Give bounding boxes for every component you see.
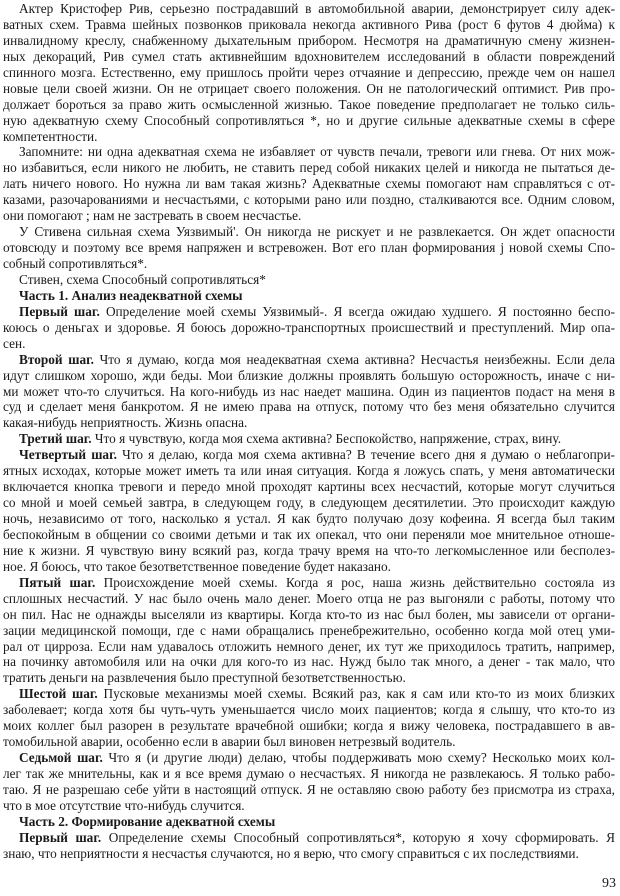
- line-text: должает бороться за право жить осмысленной жизнью. Такое поведение предполагает не только силь-: [3, 96, 615, 112]
- text-line: [3, 623, 615, 639]
- line-text: таю. Я не разрешаю себе уйти в настоящий отпуск. Я не оставляю свою работу без присмотра из страха,: [3, 781, 615, 797]
- document-body: [3, 1, 615, 862]
- line-text: Определение схемы Способный сопротивляться*, которую я хочу сформировать. Я: [101, 829, 615, 845]
- text-line: [3, 543, 615, 559]
- line-text: Пусковые механизмы моей схемы. Всякий раз, как я сам или кто-то из моих близких: [97, 686, 616, 702]
- text-line: [3, 750, 615, 766]
- line-text: инвалидному креслу, снабженному дыхательным прибором. Несмотря на драматичную смену жизнен-: [3, 32, 615, 48]
- text-line: [3, 224, 615, 240]
- line-text: Стивен, схема Способный сопротивляться*: [19, 271, 266, 287]
- line-text: ние к жизни. Я чувствую вину всякий раз, когда трачу время на что-то легкомысленное или бесполез-: [3, 542, 615, 558]
- line-text: компетентности.: [3, 128, 98, 144]
- text-line: [3, 670, 615, 686]
- text-line: [3, 511, 615, 527]
- line-text: Актер Кристофер Рив, серьезно пострадавший в автомобильной аварии, демонстрирует силу адек-: [19, 1, 615, 16]
- line-text: ную адекватную схему Способный сопротивляться *, но и другие сильные адекватные схемы в сфере: [3, 112, 615, 128]
- paragraph: [3, 686, 615, 750]
- page-number: 93: [602, 876, 616, 891]
- bold-lead: Пятый шаг.: [19, 574, 96, 590]
- bold-lead: Первый шаг.: [19, 829, 102, 845]
- line-text: Происхождение моей схемы. Когда я рос, наша жизнь действительно состояла из: [95, 574, 615, 590]
- line-text: собный сопротивляться*.: [3, 256, 148, 271]
- paragraph: [3, 750, 615, 814]
- bold-lead: Часть 1. Анализ неадекватной схемы: [19, 287, 243, 303]
- text-line: [3, 718, 615, 734]
- paragraph: [3, 224, 615, 272]
- text-line: [3, 639, 615, 655]
- line-text: томобильной аварии, особенно если в аварии был виновен нетрезвый водитель.: [3, 734, 456, 750]
- text-line: [3, 463, 615, 479]
- bold-lead: Второй шаг.: [19, 351, 94, 367]
- line-text: Что я делаю, когда моя схема активна? В течение всего дня я думаю о неблагопри-: [116, 447, 615, 463]
- text-line: [3, 607, 615, 623]
- text-line: [3, 81, 615, 97]
- text-line: [3, 830, 615, 846]
- text-line: [3, 33, 615, 49]
- text-line: [3, 399, 615, 415]
- line-text: лег так же мнительны, как и я все время думаю о несчастьях. Я никогда не развлекаюсь. Я только рабо-: [3, 766, 615, 781]
- section-heading: [3, 288, 615, 304]
- line-text: идут слишком хорошо, жди беды. Мои близкие должны проявлять большую осторожность, иначе с ни-: [3, 367, 615, 383]
- paragraph: [3, 352, 615, 432]
- text-line: [3, 686, 615, 702]
- text-line: [3, 176, 615, 192]
- line-text: коюсь о деньгах и здоровье. Я боюсь дорожно-транспортных происшествий и преступлений. Мир опа-: [3, 319, 615, 335]
- line-text: он пил. Нас не однажды выселяли из квартиры. Когда кто-то из нас был болен, мы зависели от органи-: [3, 606, 615, 622]
- line-text: Что я думаю, когда моя неадекватная схема активна? Несчастья неизбежны. Если дела: [93, 351, 616, 367]
- text-line: [3, 782, 615, 798]
- bold-lead: Третий шаг.: [19, 431, 92, 447]
- text-line: [3, 288, 615, 304]
- text-line: [3, 97, 615, 113]
- line-text: ное. Я боюсь, что такое безответственное поведение будет наказано.: [3, 558, 392, 574]
- paragraph: [3, 272, 615, 288]
- text-line: [3, 384, 615, 400]
- text-line: [3, 846, 615, 862]
- line-text: сен.: [3, 335, 26, 351]
- text-line: [3, 702, 615, 718]
- line-text: со мной и моей семьей завтра, в следующем году, в следующем десятилетии. Это происходит каждую: [3, 495, 615, 511]
- line-text: ми может что-то случиться. На кого-нибудь из нас наедет машина. Один из пациентов подаст на меня в: [3, 383, 615, 399]
- section-heading: [3, 814, 615, 830]
- paragraph: [3, 1, 615, 144]
- text-line: [3, 479, 615, 495]
- bold-lead: Часть 2. Формирование адекватной схемы: [19, 813, 276, 829]
- paragraph: [3, 304, 615, 352]
- text-line: [3, 208, 615, 224]
- text-line: [3, 256, 615, 272]
- line-text: спинного мозга. Естественно, ему пришлось пройти через отчаяние и депрессию, прежде чем он нашел: [3, 64, 615, 80]
- bold-lead: Шестой шаг.: [19, 686, 98, 702]
- text-line: [3, 352, 615, 368]
- line-text: на починку автомобиля или на очки для кого-то из нас. Нужд было так много, а денег - так мало, что: [3, 654, 615, 670]
- bold-lead: Четвертый шаг.: [19, 447, 117, 463]
- line-text: суд и сделает меня банкротом. Я не имею права на отпуск, потому что без меня обязательно случится: [3, 399, 615, 415]
- text-line: [3, 336, 615, 352]
- line-text: зации медицинской помощи, где с нами обращались пренебрежительно, особенно когда мой отец уми-: [3, 622, 615, 638]
- paragraph: [3, 144, 615, 224]
- line-text: казами, разочарованиями и несчастьями, с которыми рано или поздно, сталкиваются все. Одним словом,: [3, 192, 615, 208]
- text-line: [3, 527, 615, 543]
- text-line: [3, 734, 615, 750]
- line-text: отовсюду и поэтому все время напряжен и встревожен. Вот его план формирования j новой схемы Спо-: [3, 240, 615, 256]
- text-line: [3, 575, 615, 591]
- text-line: [3, 144, 615, 160]
- line-text: Запомните: ни одна адекватная схема не избавляет от чувств печали, тревоги или гнева. От них мож-: [19, 144, 615, 160]
- text-line: [3, 431, 615, 447]
- text-line: [3, 798, 615, 814]
- line-text: ватных схем. Травма шейных позвонков приковала некогда активного Рива (рост 6 футов 4 дюйма) к: [3, 16, 615, 32]
- paragraph: [3, 447, 615, 575]
- text-line: [3, 17, 615, 33]
- text-line: [3, 160, 615, 176]
- line-text: какая-нибудь неприятность. Жизнь опасна.: [3, 415, 248, 431]
- line-text: они помогают ; нам не застревать в своем несчастье.: [3, 208, 302, 224]
- line-text: ночь, независимо от того, насколько я устал. Я как будто получаю дозу кофеина. Я всегда был таким: [3, 511, 615, 526]
- text-line: [3, 591, 615, 607]
- line-text: Что я (и другие люди) делаю, чтобы поддерживать мою схему? Несколько моих кол-: [102, 750, 615, 766]
- line-text: заболевает; когда хотя бы чуть-чуть уменьшается число моих пациентов; когда я слышу, что кто-то из: [3, 702, 615, 718]
- text-line: [3, 766, 615, 782]
- line-text: ятных исходах, которые может иметь та или иная ситуация. Когда я ложусь спать, у меня автоматически: [3, 463, 615, 479]
- line-text: ных декораций, Рив сумел стать активнейшим вдохновителем исследований в области повреждений: [3, 48, 615, 64]
- text-line: [3, 559, 615, 575]
- paragraph: [3, 575, 615, 687]
- line-text: лать ничего нового. Но нужна ли вам такая жизнь? Адекватные схемы помогают нам справляться с от-: [3, 176, 615, 192]
- text-line: [3, 447, 615, 463]
- line-text: включается кнопка тревоги и передо мной проходят картины всех несчастий, которые могут случиться: [3, 479, 615, 495]
- line-text: что в мое отсутствие что-нибудь случится.: [3, 797, 245, 813]
- text-line: [3, 1, 615, 17]
- text-line: [3, 415, 615, 431]
- line-text: новые цели своей жизни. Он не отрицает своего положения. Он не патологический оптимист. Рив про-: [3, 80, 615, 96]
- text-line: [3, 113, 615, 129]
- text-line: [3, 654, 615, 670]
- paragraph: [3, 431, 615, 447]
- text-line: [3, 240, 615, 256]
- line-text: моих коллег был разорен в результате врачебной ошибки; когда я вижу человека, пострадавшего в ав-: [3, 718, 615, 734]
- line-text: тратить деньги на развлечения было преступной безответственностью.: [3, 670, 406, 686]
- bold-lead: Первый шаг.: [19, 303, 100, 319]
- text-line: [3, 495, 615, 511]
- line-text: но избавиться, если никого не любить, не ставить перед собой никаких целей и никогда не пытаться де-: [3, 160, 615, 176]
- text-line: [3, 65, 615, 81]
- paragraph: [3, 830, 615, 862]
- line-text: беспокойным в общении со своими детьми и так их опекал, что они переняли мое мнительное отноше-: [3, 526, 615, 542]
- line-text: рал от цирроза. Если нам удавалось отложить немного денег, их тут же приходилось тратить, например,: [3, 638, 615, 654]
- text-line: [3, 129, 615, 145]
- line-text: Что я чувствую, когда моя схема активна? Беспокойство, напряжение, страх, вину.: [91, 431, 562, 447]
- text-line: [3, 192, 615, 208]
- line-text: сплошных несчастий. У нас было очень мало денег. Моего отца не раз выгоняли с работы, потому что: [3, 590, 615, 606]
- line-text: У Стивена сильная схема Уязвимый'. Он никогда не рискует и не развлекается. Он ждет опасности: [19, 224, 615, 240]
- bold-lead: Седьмой шаг.: [19, 750, 103, 766]
- text-line: [3, 49, 615, 65]
- text-line: [3, 304, 615, 320]
- text-line: [3, 320, 615, 336]
- text-line: [3, 272, 615, 288]
- text-line: [3, 814, 615, 830]
- line-text: знаю, что неприятности я несчастья случаются, но я верю, что смогу справиться с их последствиями.: [3, 845, 579, 861]
- line-text: Определение моей схемы Уязвимый-. Я всегда ожидаю худшего. Я постоянно беспо-: [99, 303, 615, 319]
- text-line: [3, 368, 615, 384]
